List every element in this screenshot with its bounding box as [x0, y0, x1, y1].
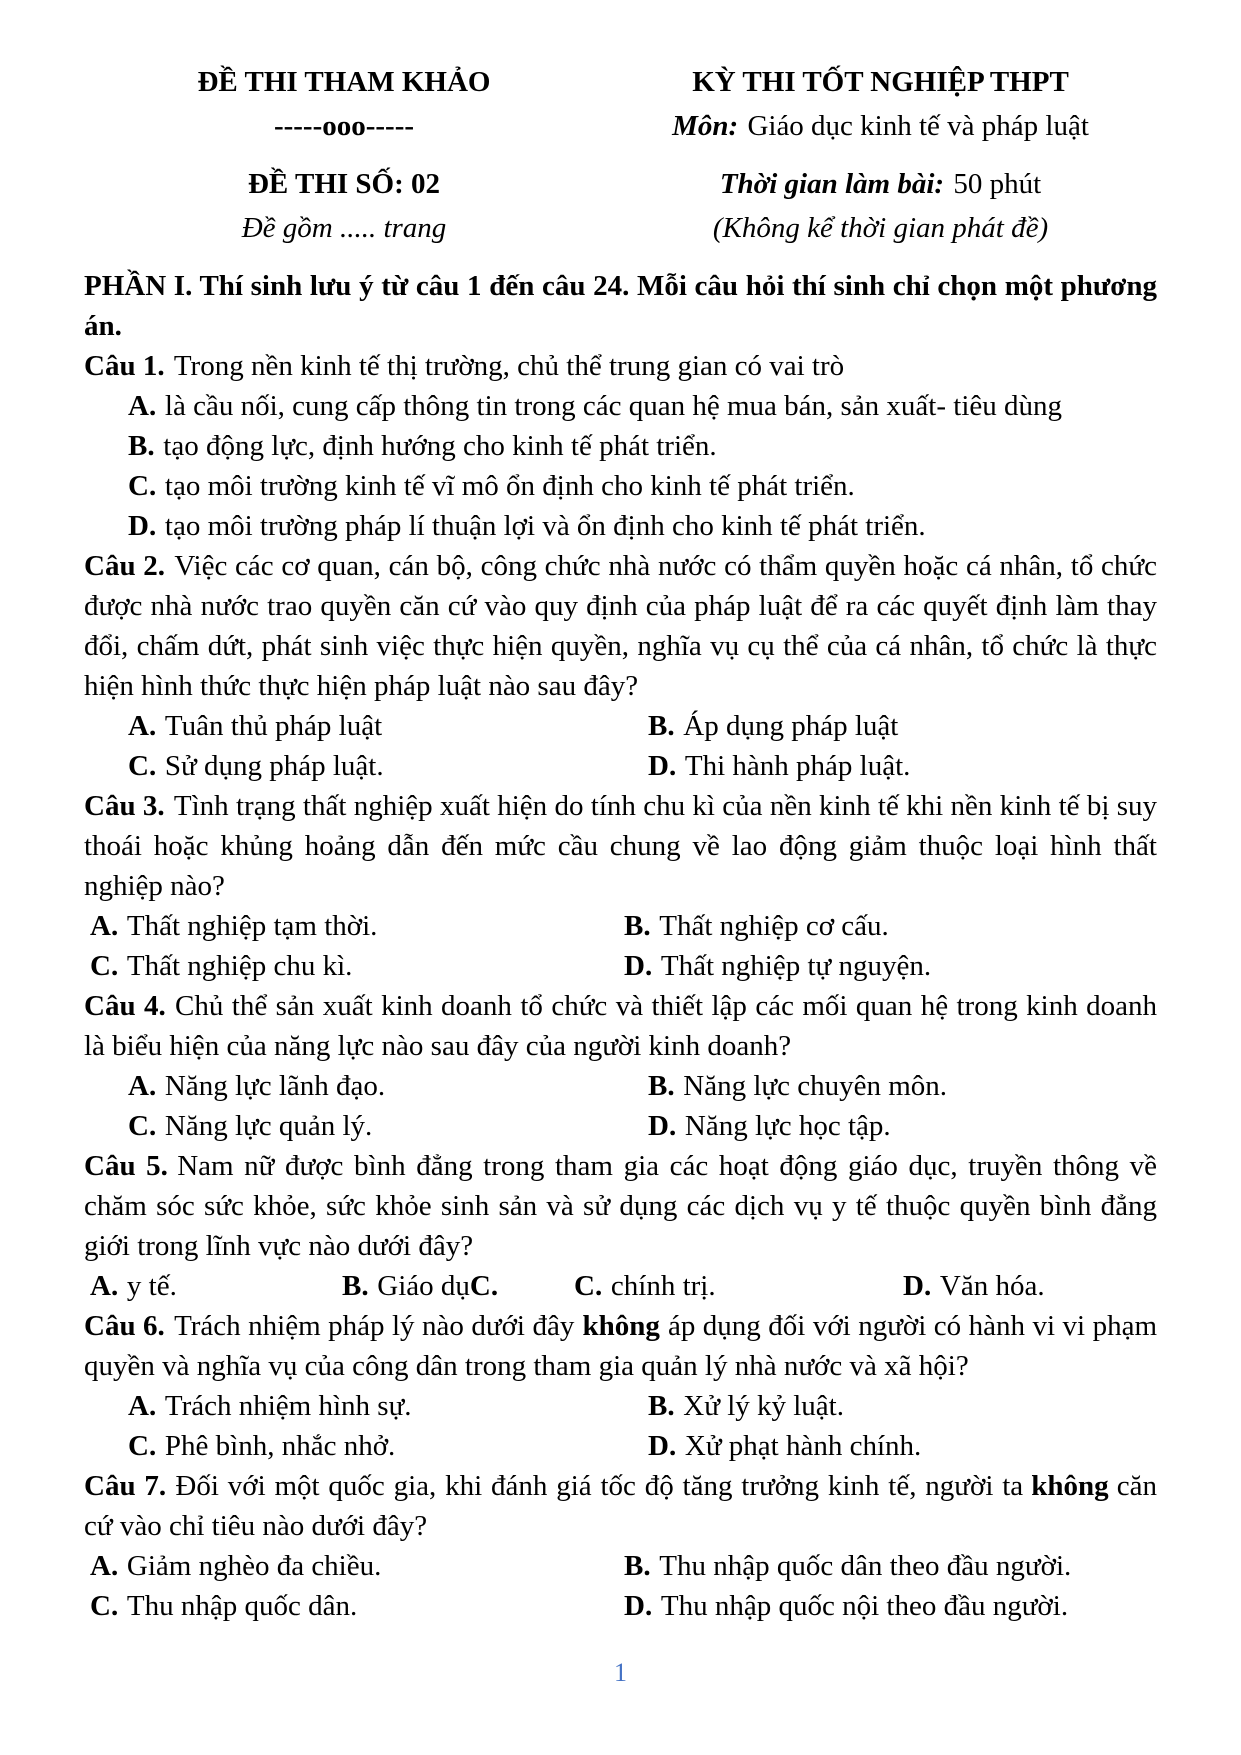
question-7-option-d [624, 1586, 1068, 1626]
question-2-option-d [648, 746, 910, 786]
question-7-options-row-1 [84, 1546, 1157, 1586]
option-letter: A. [90, 1270, 119, 1302]
header-left [84, 60, 604, 250]
question-6-body-pre: Trách nhiệm pháp lý nào dưới đây [174, 1310, 575, 1342]
question-3-option-a [90, 906, 624, 946]
question-4-options-row-1 [84, 1066, 1157, 1106]
option-text: Thất nghiệp tự nguyện. [660, 950, 932, 982]
question-5-text [84, 1146, 1157, 1266]
option-text: Xử lý kỷ luật. [683, 1390, 844, 1422]
option-letter: D. [128, 510, 157, 542]
option-letter: B. [624, 1550, 651, 1582]
question-7-option-a [90, 1546, 624, 1586]
question-7-body-post: căn cứ vào chỉ tiêu nào dưới đây? [84, 1470, 1157, 1542]
question-3-option-d [624, 946, 931, 986]
option-letter: C. [90, 1590, 119, 1622]
option-text: Văn hóa. [939, 1270, 1045, 1302]
question-7-options-row-2 [84, 1586, 1157, 1626]
question-4-option-d [648, 1106, 891, 1146]
option-letter: B. [648, 1070, 675, 1102]
option-text: Năng lực học tập. [684, 1110, 891, 1142]
time-label: Thời gian làm bài: [719, 168, 945, 200]
question-5-option-c [574, 1266, 903, 1306]
question-6-options-row-1 [84, 1386, 1157, 1426]
question-3-options-row-1 [84, 906, 1157, 946]
exam-number: ĐỀ THI SỐ: 02 [247, 168, 441, 200]
option-letter: D. [648, 1110, 677, 1142]
option-text: tạo môi trường kinh tế vĩ mô ổn định cho kinh tế phát triển. [164, 470, 855, 502]
option-text: Năng lực lãnh đạo. [164, 1070, 386, 1102]
option-text: Giảm nghèo đa chiều. [126, 1550, 382, 1582]
question-7-body-pre: Đối với một quốc gia, khi đánh giá tốc độ tăng trưởng kinh tế, người ta [175, 1470, 1024, 1502]
option-letter: B. [342, 1270, 369, 1302]
question-6-option-d [648, 1426, 921, 1466]
question-5-body: Nam nữ được bình đẳng trong tham gia các hoạt động giáo dục, truyền thông về chăm sóc sức khỏe, sức khỏe sinh sản và sử dụng các dịch vụ y tế thuộc quyền bình đẳng giới trong lĩnh vực nào dưới đây? [84, 1150, 1157, 1262]
question-1-option-d [84, 506, 1157, 546]
question-7-label: Câu 7. [84, 1470, 167, 1502]
question-6-options-row-2 [84, 1426, 1157, 1466]
option-text: là cầu nối, cung cấp thông tin trong các quan hệ mua bán, sản xuất- tiêu dùng [164, 390, 1063, 422]
question-4-option-b [648, 1066, 947, 1106]
option-letter: C. [574, 1270, 603, 1302]
question-7-option-b [624, 1546, 1071, 1586]
time-value: 50 phút [953, 168, 1042, 200]
option-letter: D. [624, 950, 653, 982]
option-text: Thu nhập quốc dân. [126, 1590, 358, 1622]
option-letter: C. [128, 470, 157, 502]
question-3-option-c [90, 946, 624, 986]
exam-header [84, 60, 1157, 250]
page-number: 1 [614, 1658, 627, 1687]
question-7-text [84, 1466, 1157, 1546]
subject-line [604, 104, 1157, 148]
question-4-body: Chủ thể sản xuất kinh doanh tổ chức và thiết lập các mối quan hệ trong kinh doanh là biểu hiện của năng lực nào sau đây của người kinh doanh? [84, 990, 1157, 1062]
question-7-bold-word: không [1031, 1470, 1109, 1502]
question-6-label: Câu 6. [84, 1310, 165, 1342]
option-letter: A. [128, 1070, 157, 1102]
part1-heading: PHẦN I. Thí sinh lưu ý từ câu 1 đến câu 24. Mỗi câu hỏi thí sinh chỉ chọn một phương án. [84, 270, 1157, 342]
question-5-label: Câu 5. [84, 1150, 168, 1182]
option-letter: B. [648, 710, 675, 742]
question-2-body: Việc các cơ quan, cán bộ, công chức nhà nước có thẩm quyền hoặc cá nhân, tổ chức được nhà nước trao quyền căn cứ vào quy định của pháp luật để ra các quyết định làm thay đổi, chấm dứt, phát sinh việc thực hiện quyền, nghĩa vụ cụ thể của cá nhân, tổ chức là thực hiện hình thức thực hiện pháp luật nào sau đây? [84, 550, 1157, 702]
question-4-option-c [128, 1106, 648, 1146]
question-5-option-a [90, 1266, 342, 1306]
pages-note: Đề gồm ..... trang [241, 212, 447, 244]
question-6-option-a [128, 1386, 648, 1426]
question-4-text [84, 986, 1157, 1066]
option-text: Thi hành pháp luật. [684, 750, 911, 782]
subject-label: Môn: [672, 110, 739, 142]
option-letter: B. [648, 1390, 675, 1422]
question-5-option-d [903, 1266, 1157, 1306]
option-letter: B. [128, 430, 155, 462]
question-3-body: Tình trạng thất nghiệp xuất hiện do tính chu kì của nền kinh tế khi nền kinh tế bị suy thoái hoặc khủng hoảng dẫn đến mức cầu chung về lao động giảm thuộc loại hình thất nghiệp nào? [84, 790, 1157, 902]
option-text: Thất nghiệp cơ cấu. [659, 910, 889, 942]
question-7-option-c [90, 1586, 624, 1626]
question-2-options-row-2 [84, 746, 1157, 786]
question-3-option-b [624, 906, 889, 946]
question-6-bold-word: không [582, 1310, 660, 1342]
question-2-option-c [128, 746, 648, 786]
header-separator: -----ooo----- [273, 110, 415, 142]
option-letter: D. [624, 1590, 653, 1622]
time-line [604, 162, 1157, 206]
option-letter: D. [648, 750, 677, 782]
question-3-text [84, 786, 1157, 906]
time-note: (Không kể thời gian phát đề) [712, 212, 1049, 244]
option-text: Thu nhập quốc dân theo đầu người. [659, 1550, 1072, 1582]
question-1-option-a [84, 386, 1157, 426]
question-2-options-row-1 [84, 706, 1157, 746]
option-letter: A. [128, 390, 157, 422]
option-letter: C. [128, 1430, 157, 1462]
option-text: Tuân thủ pháp luật [164, 710, 383, 742]
question-5-option-b [342, 1266, 574, 1306]
question-1-body: Trong nền kinh tế thị trường, chủ thể trung gian có vai trò [173, 350, 845, 382]
option-text: Trách nhiệm hình sự. [164, 1390, 412, 1422]
question-6-body-post: áp dụng đối với người có hành vi vi phạm quyền và nghĩa vụ của công dân trong tham gia quản lý nhà nước và xã hội? [84, 1310, 1158, 1382]
option-letter: A. [128, 710, 157, 742]
question-3-options-row-2 [84, 946, 1157, 986]
option-letter: D. [903, 1270, 932, 1302]
question-1-label: Câu 1. [84, 350, 165, 382]
option-text: Phê bình, nhắc nhở. [164, 1430, 396, 1462]
option-text: Giáo dụ [377, 1270, 470, 1302]
option-text: Áp dụng pháp luật [683, 710, 899, 742]
option-text: Thất nghiệp tạm thời. [126, 910, 378, 942]
question-4-option-a [128, 1066, 648, 1106]
question-1-option-c [84, 466, 1157, 506]
option-text: chính trị. [610, 1270, 716, 1302]
question-2-option-b [648, 706, 898, 746]
question-1-option-b [84, 426, 1157, 466]
question-1-text [84, 346, 1157, 386]
option-text: Sử dụng pháp luật. [164, 750, 384, 782]
option-text: Thất nghiệp chu kì. [126, 950, 353, 982]
option-text: tạo môi trường pháp lí thuận lợi và ổn định cho kinh tế phát triển. [164, 510, 926, 542]
option-letter: A. [90, 1550, 119, 1582]
option-text: tạo động lực, định hướng cho kinh tế phát triển. [163, 430, 717, 462]
option-text: y tế. [126, 1270, 177, 1302]
option-text: Năng lực quản lý. [164, 1110, 373, 1142]
header-right [604, 60, 1157, 250]
question-4-label: Câu 4. [84, 990, 166, 1022]
option-text: Năng lực chuyên môn. [683, 1070, 948, 1102]
question-4-options-row-2 [84, 1106, 1157, 1146]
exam-reference-title: ĐỀ THI THAM KHẢO [197, 66, 491, 98]
exam-session-title: KỲ THI TỐT NGHIỆP THPT [692, 66, 1069, 98]
option-letter: C. [128, 1110, 157, 1142]
question-3-label: Câu 3. [84, 790, 165, 822]
option-text-bold-suffix: C. [469, 1270, 499, 1302]
option-text: Thu nhập quốc nội theo đầu người. [660, 1590, 1069, 1622]
question-2-text [84, 546, 1157, 706]
question-6-option-b [648, 1386, 844, 1426]
option-letter: D. [648, 1430, 677, 1462]
option-text: Xử phạt hành chính. [684, 1430, 922, 1462]
option-letter: B. [624, 910, 651, 942]
option-letter: C. [128, 750, 157, 782]
question-2-label: Câu 2. [84, 550, 166, 582]
option-letter: C. [90, 950, 119, 982]
question-5-options-row [84, 1266, 1157, 1306]
subject-value: Giáo dục kinh tế và pháp luật [747, 110, 1089, 142]
option-letter: A. [90, 910, 119, 942]
question-2-option-a [128, 706, 648, 746]
question-6-text [84, 1306, 1157, 1386]
question-6-option-c [128, 1426, 648, 1466]
option-letter: A. [128, 1390, 157, 1422]
